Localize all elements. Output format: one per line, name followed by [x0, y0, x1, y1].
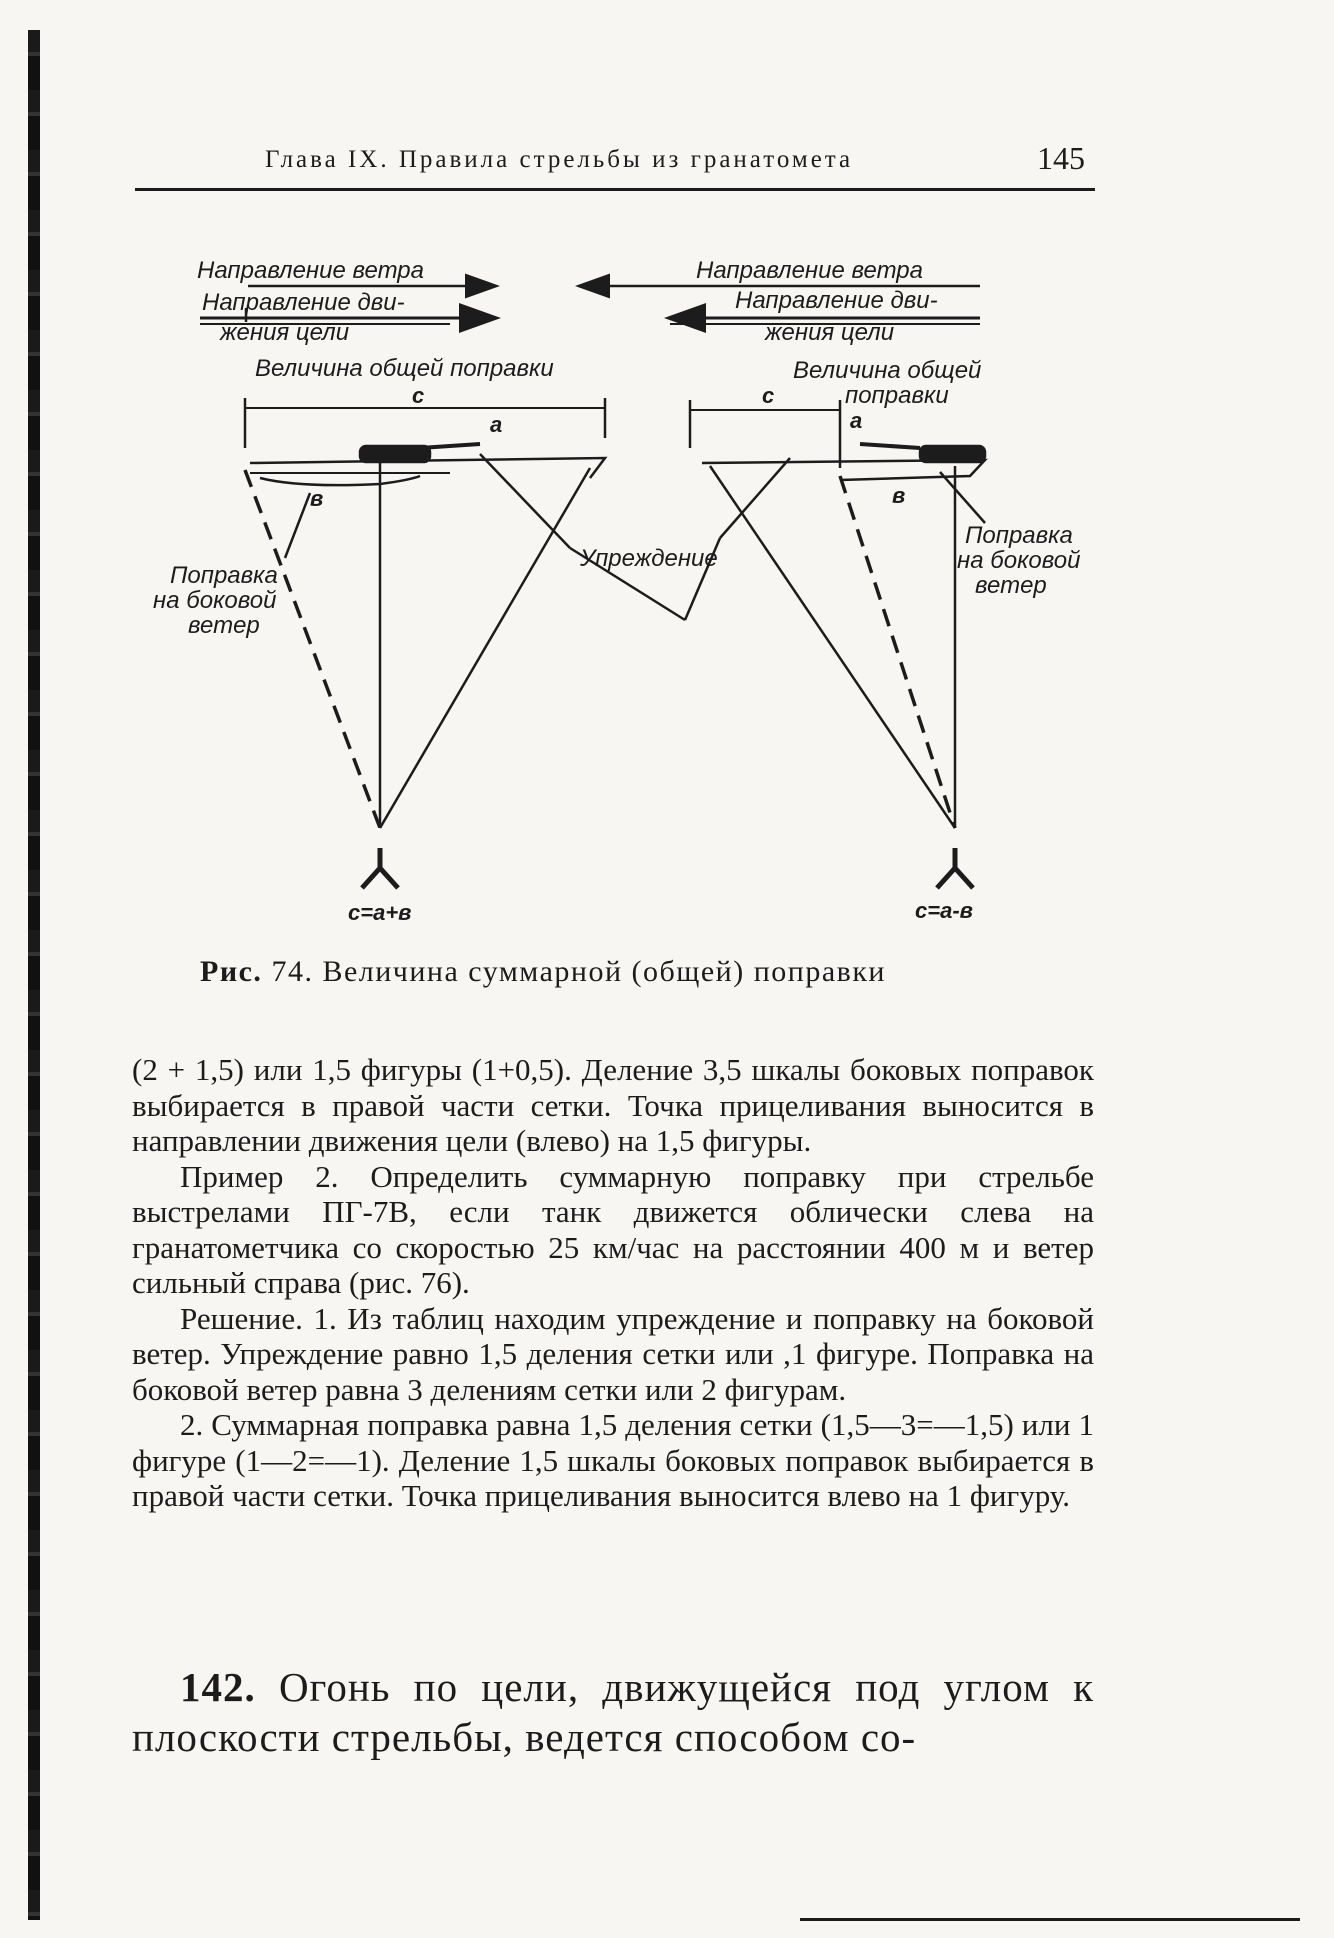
right-wind-corr-2: на боковой — [957, 547, 1081, 574]
right-motion-label-1: Направление дви- — [735, 287, 938, 314]
paragraph: 2. Суммарная поправка равна 1,5 деления сетки (1,5—3=—1,5) или 1 фигуре (1—2=—1). Деление 1,5 шкалы боковых поправок выбирается в правой части сетки. Точка прицеливания выносится влево на 1 фигуру. — [132, 1407, 1094, 1513]
paragraph: (2 + 1,5) или 1,5 фигуры (1+0,5). Деление 3,5 шкалы боковых поправок выбирается в правой части сетки. Точка прицеливания выносится в направлении движения цели (влево) на 1,5 фигуры. — [132, 1052, 1094, 1158]
figure-74 — [150, 248, 1100, 928]
right-c-label: с — [762, 383, 775, 408]
left-a-label: а — [490, 412, 503, 437]
right-total-label-2: поправки — [845, 382, 949, 409]
figure-diagram — [150, 248, 1100, 928]
left-motion-label-2: жения цели — [220, 319, 350, 346]
section-142 — [132, 1662, 1094, 1762]
right-wind-corr-1: Поправка — [965, 522, 1073, 549]
left-c-label: с — [412, 383, 425, 408]
lead-label: Упреждение — [580, 545, 718, 572]
section-text: Огонь по цели, движущейся под углом к плоскости стрельбы, ведется способом со- — [132, 1664, 1094, 1760]
figure-caption — [200, 955, 886, 989]
right-motion-label-2: жения цели — [765, 319, 895, 346]
header-rule — [135, 188, 1095, 191]
left-wind-corr-2: на боковой — [153, 587, 277, 614]
right-tank — [920, 446, 985, 462]
right-total-label-1: Величина общей — [793, 357, 982, 384]
bottom-rule — [800, 1918, 1300, 1921]
right-formula: с=а-в — [915, 898, 973, 923]
left-wind-corr-1: Поправка — [170, 562, 278, 589]
left-wind-label: Направление ветра — [197, 257, 424, 284]
right-b-label: в — [892, 483, 906, 508]
right-shooter-icon — [937, 848, 973, 888]
left-motion-label-1: Направление дви- — [202, 289, 405, 316]
right-wind-label: Направление ветра — [696, 257, 923, 284]
left-formula: с=а+в — [348, 900, 412, 925]
right-wind-corr-3: ветер — [975, 572, 1047, 599]
book-spine-shadow — [28, 30, 40, 1920]
caption-text: 74. Величина суммарной (общей) поправки — [271, 955, 886, 988]
body-text — [132, 1052, 1094, 1514]
running-title: Глава IX. Правила стрельбы из гранатомета — [265, 146, 854, 173]
caption-label: Рис. — [200, 955, 263, 988]
left-shooter-icon — [362, 848, 398, 888]
paragraph: Решение. 1. Из таблиц находим упреждение и поправку на боковой ветер. Упреждение равно 1,5 деления сетки или ,1 фигуре. Поправка на боковой ветер равна 3 делениям сетки или 2 фигурам. — [132, 1300, 1094, 1407]
page-number: 145 — [1037, 140, 1085, 176]
left-b-label: в — [310, 486, 324, 511]
left-total-label: Величина общей поправки — [255, 355, 554, 382]
section-number: 142. — [180, 1664, 256, 1710]
left-tank — [360, 446, 430, 462]
paragraph: Пример 2. Определить суммарную поправку при стрельбе выстрелами ПГ-7В, если танк движется облически слева на гранатометчика со скоростью 25 км/час на расстоянии 400 м и ветер сильный справа (рис. 76). — [132, 1158, 1094, 1300]
right-a-label: а — [850, 408, 863, 433]
running-header — [135, 140, 1095, 186]
left-wind-corr-3: ветер — [188, 612, 260, 639]
